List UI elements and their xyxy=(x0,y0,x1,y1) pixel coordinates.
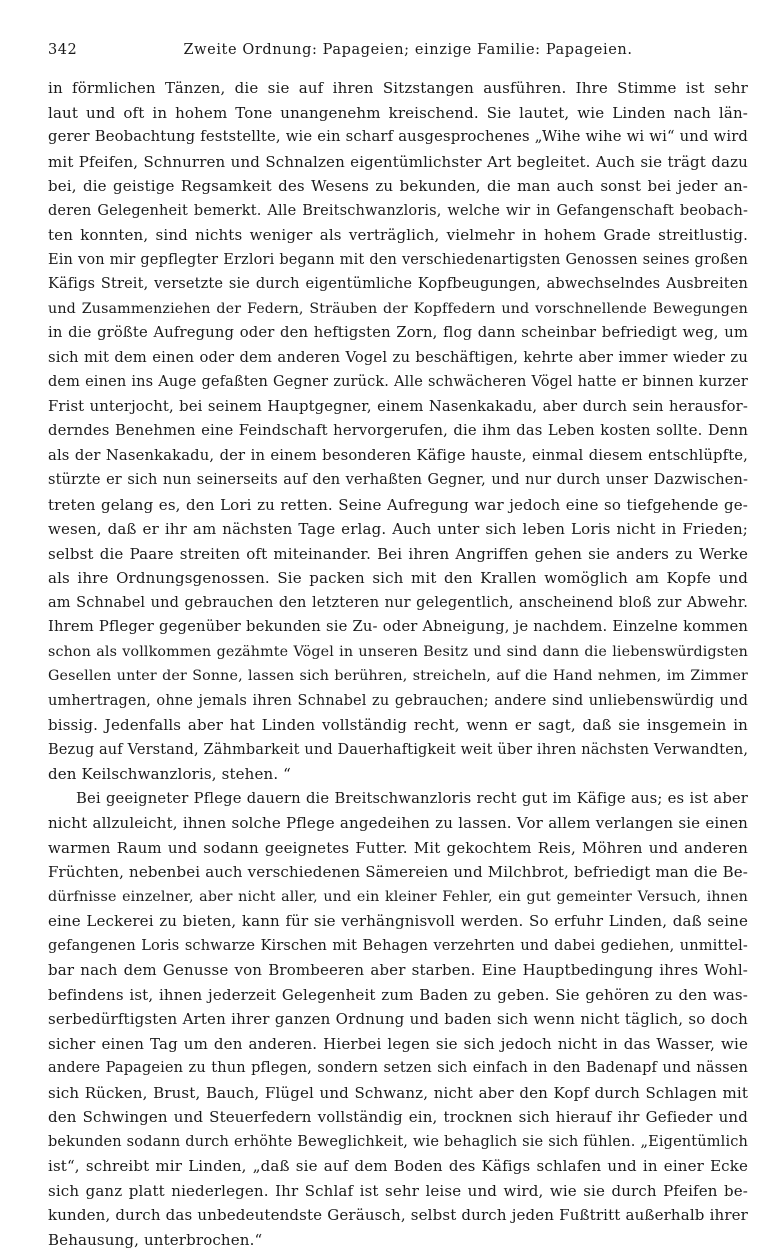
text-line: gerer Beobachtung feststellte, wie ein scharf ausgesprochenes „Wihe wihe wi wi“ und wird xyxy=(48,125,748,150)
text-line: derndes Benehmen eine Feindschaft hervorgerufen, die ihm das Leben kosten sollte. Denn xyxy=(48,419,748,444)
text-line: Früchten, nebenbei auch verschiedenen Sämereien und Milchbrot, befriedigt man die Be- xyxy=(48,860,748,885)
text-line: bei, die geistige Regsamkeit des Wesens zu bekunden, die man auch sonst bei jeder an- xyxy=(48,174,748,199)
text-line: als der Nasenkakadu, der in einem besonderen Käfige hauste, einmal diesem entschlüpfte, xyxy=(48,444,748,469)
text-line: Frist unterjocht, bei seinem Hauptgegner, einem Nasenkakadu, aber durch sein herausfor- xyxy=(48,395,748,420)
running-header xyxy=(48,40,748,60)
text-line: dem einen ins Auge gefaßten Gegner zurück. Alle schwächeren Vögel hatte er binnen kurzer xyxy=(48,370,748,395)
text-line: bar nach dem Genusse von Brombeeren aber starben. Eine Hauptbedingung ihres Wohl- xyxy=(48,958,748,983)
paragraph xyxy=(48,76,748,787)
page-number: 342 xyxy=(48,40,108,60)
text-line: bissig. Jedenfalls aber hat Linden vollständig recht, wenn er sagt, daß sie insgemein in xyxy=(48,713,748,738)
text-line: befindens ist, ihnen jederzeit Gelegenheit zum Baden zu geben. Sie gehören zu den was- xyxy=(48,983,748,1008)
text-line: Ihrem Pfleger gegenüber bekunden sie Zu- oder Abneigung, je nachdem. Einzelne kommen xyxy=(48,615,748,640)
text-line: den Schwingen und Steuerfedern vollständig ein, trocknen sich hierauf ihr Gefieder und xyxy=(48,1105,748,1130)
text-line: deren Gelegenheit bemerkt. Alle Breitschwanzloris, welche wir in Gefangenschaft beobach- xyxy=(48,199,748,224)
text-line: wesen, daß er ihr am nächsten Tage erlag. Auch unter sich leben Loris nicht in Frieden; xyxy=(48,517,748,542)
text-line: laut und oft in hohem Tone unangenehm kreischend. Sie lautet, wie Linden nach län- xyxy=(48,101,748,126)
text-line: am Schnabel und gebrauchen den letzteren nur gelegentlich, anscheinend bloß zur Abwehr. xyxy=(48,591,748,616)
text-line: gefangenen Loris schwarze Kirschen mit Behagen verzehrten und dabei gediehen, unmittel- xyxy=(48,934,748,959)
text-line: ten konnten, sind nichts weniger als verträglich, vielmehr in hohem Grade streitlustig. xyxy=(48,223,748,248)
text-line: eine Leckerei zu bieten, kann für sie verhängnisvoll werden. So erfuhr Linden, daß seine xyxy=(48,909,748,934)
text-line: mit Pfeifen, Schnurren und Schnalzen eigentümlichster Art begleitet. Auch sie trägt dazu xyxy=(48,150,748,175)
text-line: ist“, schreibt mir Linden, „daß sie auf dem Boden des Käfigs schlafen und in einer Ecke xyxy=(48,1154,748,1179)
text-line: treten gelang es, den Lori zu retten. Seine Aufregung war jedoch eine so tiefgehende ge- xyxy=(48,493,748,518)
text-line: dürfnisse einzelner, aber nicht aller, und ein kleiner Fehler, ein gut gemeinter Versuch, ihnen xyxy=(48,885,748,910)
paragraph xyxy=(48,787,748,1252)
text-line: in die größte Aufregung oder den heftigsten Zorn, flog dann scheinbar befriedigt weg, um xyxy=(48,321,748,346)
text-line: Gesellen unter der Sonne, lassen sich berühren, streicheln, auf die Hand nehmen, im Zimmer xyxy=(48,664,748,689)
text-line: umhertragen, ohne jemals ihren Schnabel zu gebrauchen; andere sind unliebenswürdig und xyxy=(48,689,748,714)
text-line: sich ganz platt niederlegen. Ihr Schlaf ist sehr leise und wird, wie sie durch Pfeifen be- xyxy=(48,1179,748,1204)
text-line: Bezug auf Verstand, Zähmbarkeit und Dauerhaftigkeit weit über ihren nächsten Verwandten, xyxy=(48,738,748,763)
text-line: andere Papageien zu thun pflegen, sondern setzen sich einfach in den Badenapf und nässen xyxy=(48,1056,748,1081)
text-line: warmen Raum und sodann geeignetes Futter. Mit gekochtem Reis, Möhren und anderen xyxy=(48,836,748,861)
text-line: Käfigs Streit, versetzte sie durch eigentümliche Kopfbeugungen, abwechselndes Ausbreiten xyxy=(48,272,748,297)
text-line: Ein von mir gepflegter Erzlori begann mit den verschiedenartigsten Genossen seines großen xyxy=(48,248,748,273)
text-line: stürzte er sich nun seinerseits auf den verhaßten Gegner, und nur durch unser Dazwischen- xyxy=(48,468,748,493)
text-line: serbedürftigsten Arten ihrer ganzen Ordnung und baden sich wenn nicht täglich, so doch xyxy=(48,1007,748,1032)
text-line: sich Rücken, Brust, Bauch, Flügel und Schwanz, nicht aber den Kopf durch Schlagen mit xyxy=(48,1081,748,1106)
text-line: Behausung, unterbrochen.“ xyxy=(48,1228,748,1252)
text-line: und Zusammenziehen der Federn, Sträuben der Kopffedern und vorschnellende Bewegungen xyxy=(48,297,748,322)
text-line: nicht allzuleicht, ihnen solche Pflege angedeihen zu lassen. Vor allem verlangen sie einen xyxy=(48,811,748,836)
text-line: sich mit dem einen oder dem anderen Vogel zu beschäftigen, kehrte aber immer wieder zu xyxy=(48,346,748,371)
text-line: schon als vollkommen gezähmte Vögel in unseren Besitz und sind dann die liebenswürdigsten xyxy=(48,640,748,665)
text-line: als ihre Ordnungsgenossen. Sie packen sich mit den Krallen womöglich am Kopfe und xyxy=(48,566,748,591)
running-title: Zweite Ordnung: Papageien; einzige Familie: Papageien. xyxy=(108,40,748,60)
text-line: in förmlichen Tänzen, die sie auf ihren Sitzstangen ausführen. Ihre Stimme ist sehr xyxy=(48,76,748,101)
text-line: Bei geeigneter Pflege dauern die Breitschwanzloris recht gut im Käfige aus; es ist aber xyxy=(48,787,748,812)
text-line: selbst die Paare streiten oft miteinander. Bei ihren Angriffen gehen sie anders zu Werke xyxy=(48,542,748,567)
text-line: bekunden sodann durch erhöhte Beweglichkeit, wie behaglich sie sich fühlen. „Eigentümlich xyxy=(48,1130,748,1155)
text-line: sicher einen Tag um den anderen. Hierbei legen sie sich jedoch nicht in das Wasser, wie xyxy=(48,1032,748,1057)
text-line: kunden, durch das unbedeutendste Geräusch, selbst durch jeden Fußtritt außerhalb ihrer xyxy=(48,1203,748,1228)
text-line: den Keilschwanzloris, stehen. “ xyxy=(48,762,748,787)
body-text xyxy=(48,76,748,1252)
